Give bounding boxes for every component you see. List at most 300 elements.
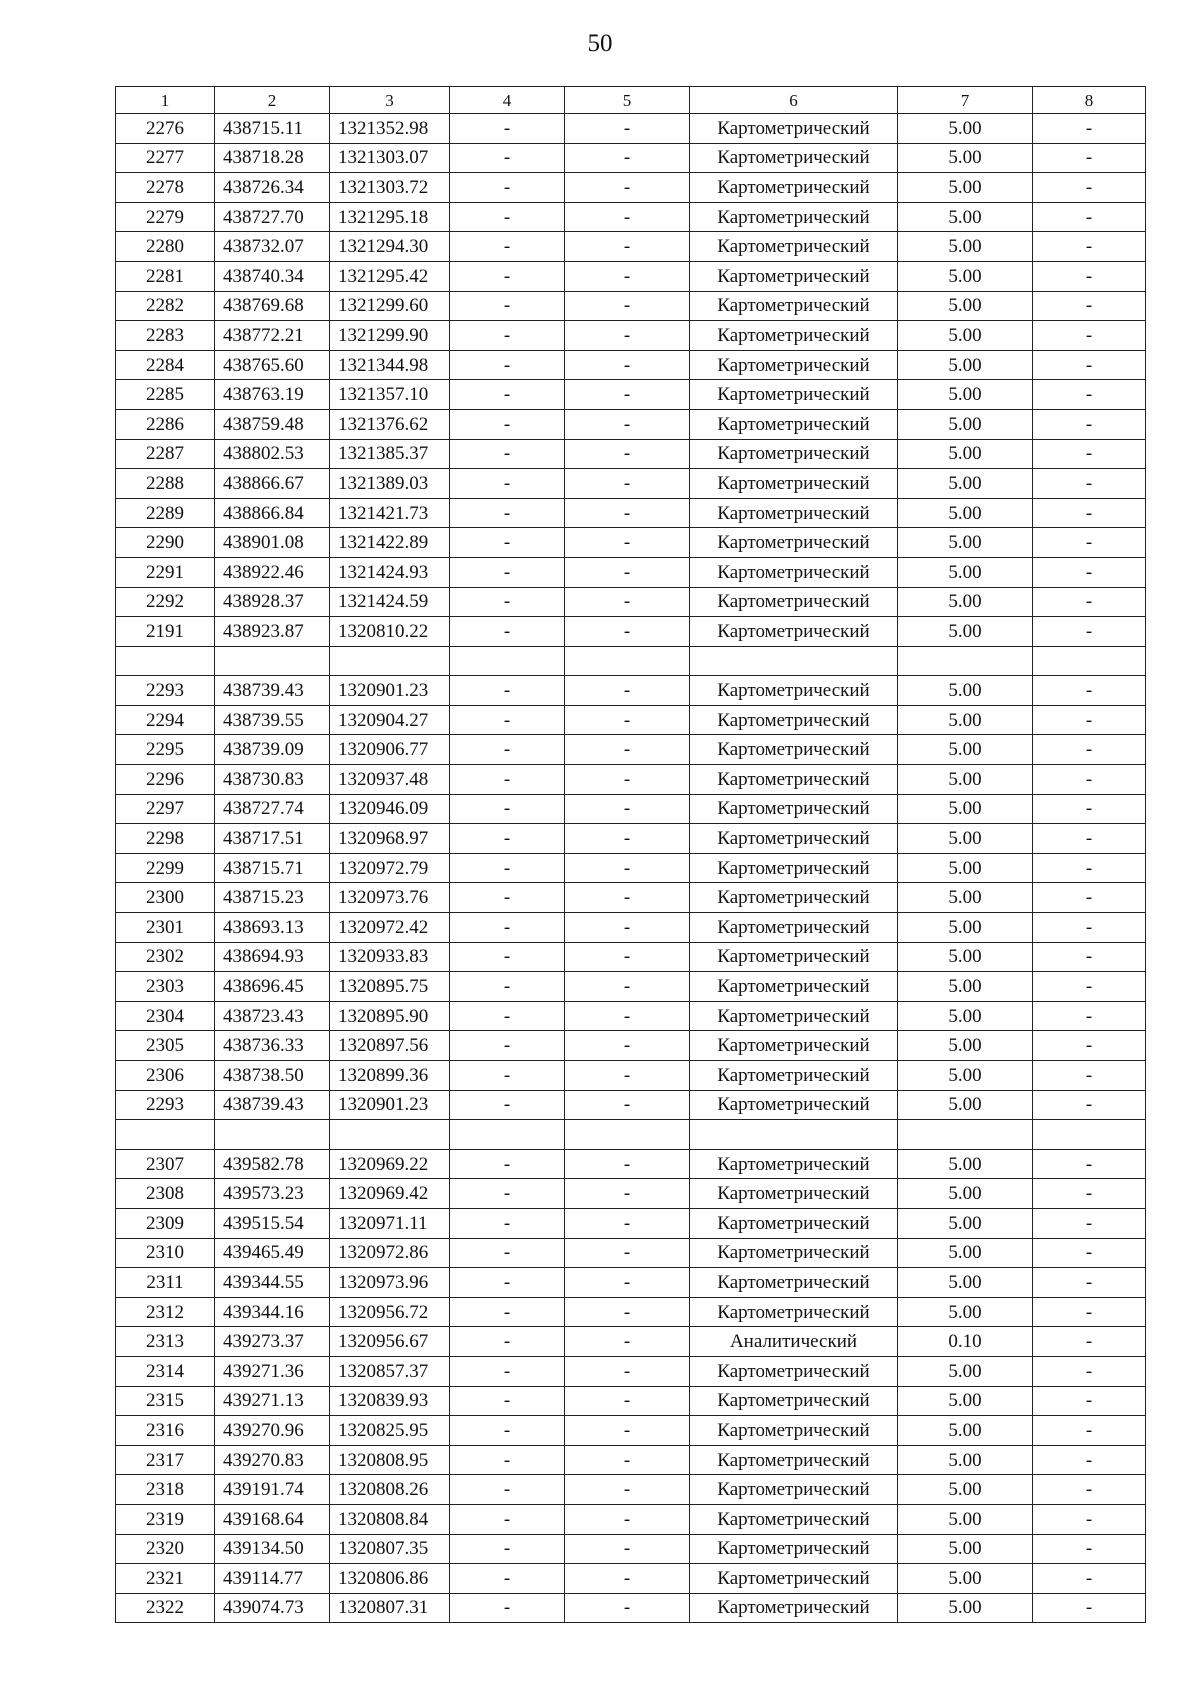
column-8-cell bbox=[1033, 646, 1146, 676]
column-4-cell: - bbox=[450, 1031, 565, 1061]
column-8-cell: - bbox=[1033, 528, 1146, 558]
table-header bbox=[116, 87, 1146, 114]
accuracy-cell: 5.00 bbox=[898, 202, 1033, 232]
column-4-cell: - bbox=[450, 1504, 565, 1534]
column-5-cell: - bbox=[565, 173, 690, 203]
x-coordinate-cell: 438726.34 bbox=[215, 173, 330, 203]
table-row bbox=[116, 617, 1146, 647]
y-coordinate-cell: 1320956.72 bbox=[330, 1297, 450, 1327]
table-row bbox=[116, 321, 1146, 351]
method-cell: Картометрический bbox=[690, 114, 898, 144]
method-cell: Картометрический bbox=[690, 1268, 898, 1298]
method-cell: Картометрический bbox=[690, 587, 898, 617]
column-4-cell bbox=[450, 646, 565, 676]
column-8-cell: - bbox=[1033, 1179, 1146, 1209]
y-coordinate-cell: 1320969.42 bbox=[330, 1179, 450, 1209]
x-coordinate-cell: 438769.68 bbox=[215, 291, 330, 321]
column-5-cell: - bbox=[565, 883, 690, 913]
table-row bbox=[116, 1149, 1146, 1179]
x-coordinate-cell: 438759.48 bbox=[215, 409, 330, 439]
column-4-cell: - bbox=[450, 143, 565, 173]
column-8-cell: - bbox=[1033, 143, 1146, 173]
point-number-cell: 2314 bbox=[116, 1356, 215, 1386]
method-cell: Картометрический bbox=[690, 1297, 898, 1327]
point-number-cell: 2293 bbox=[116, 676, 215, 706]
column-8-cell: - bbox=[1033, 1475, 1146, 1505]
column-8-cell: - bbox=[1033, 676, 1146, 706]
y-coordinate-cell: 1320972.79 bbox=[330, 853, 450, 883]
x-coordinate-cell: 438715.71 bbox=[215, 853, 330, 883]
column-8-cell: - bbox=[1033, 380, 1146, 410]
column-5-cell: - bbox=[565, 1001, 690, 1031]
method-cell: Картометрический bbox=[690, 1356, 898, 1386]
column-4-cell: - bbox=[450, 528, 565, 558]
column-5-cell: - bbox=[565, 1386, 690, 1416]
y-coordinate-cell: 1320810.22 bbox=[330, 617, 450, 647]
column-4-cell: - bbox=[450, 1593, 565, 1623]
method-cell: Картометрический bbox=[690, 735, 898, 765]
column-5-cell: - bbox=[565, 291, 690, 321]
x-coordinate-cell: 439271.13 bbox=[215, 1386, 330, 1416]
x-coordinate-cell: 439168.64 bbox=[215, 1504, 330, 1534]
column-5-cell: - bbox=[565, 942, 690, 972]
column-5-cell: - bbox=[565, 1208, 690, 1238]
point-number-cell: 2310 bbox=[116, 1238, 215, 1268]
table-row bbox=[116, 498, 1146, 528]
y-coordinate-cell: 1321385.37 bbox=[330, 439, 450, 469]
column-5-cell: - bbox=[565, 1445, 690, 1475]
y-coordinate-cell: 1320897.56 bbox=[330, 1031, 450, 1061]
point-number-cell: 2316 bbox=[116, 1416, 215, 1446]
accuracy-cell: 5.00 bbox=[898, 735, 1033, 765]
column-header: 5 bbox=[565, 87, 690, 114]
point-number-cell: 2290 bbox=[116, 528, 215, 558]
x-coordinate-cell: 439134.50 bbox=[215, 1534, 330, 1564]
x-coordinate-cell: 438740.34 bbox=[215, 261, 330, 291]
table-row bbox=[116, 1504, 1146, 1534]
y-coordinate-cell: 1321344.98 bbox=[330, 350, 450, 380]
y-coordinate-cell: 1321303.72 bbox=[330, 173, 450, 203]
column-8-cell: - bbox=[1033, 705, 1146, 735]
x-coordinate-cell: 438723.43 bbox=[215, 1001, 330, 1031]
point-number-cell: 2294 bbox=[116, 705, 215, 735]
accuracy-cell: 5.00 bbox=[898, 1386, 1033, 1416]
point-number-cell: 2299 bbox=[116, 853, 215, 883]
column-4-cell: - bbox=[450, 705, 565, 735]
table-row bbox=[116, 587, 1146, 617]
table-row bbox=[116, 114, 1146, 144]
x-coordinate-cell: 439465.49 bbox=[215, 1238, 330, 1268]
accuracy-cell: 5.00 bbox=[898, 705, 1033, 735]
y-coordinate-cell: 1320933.83 bbox=[330, 942, 450, 972]
y-coordinate-cell: 1321294.30 bbox=[330, 232, 450, 262]
point-number-cell bbox=[116, 1120, 215, 1150]
x-coordinate-cell: 439270.83 bbox=[215, 1445, 330, 1475]
column-4-cell: - bbox=[450, 498, 565, 528]
column-5-cell: - bbox=[565, 439, 690, 469]
point-number-cell: 2306 bbox=[116, 1061, 215, 1091]
page-number: 50 bbox=[587, 30, 613, 57]
accuracy-cell: 5.00 bbox=[898, 143, 1033, 173]
column-8-cell: - bbox=[1033, 1504, 1146, 1534]
table-row bbox=[116, 883, 1146, 913]
x-coordinate-cell bbox=[215, 646, 330, 676]
column-8-cell: - bbox=[1033, 1386, 1146, 1416]
accuracy-cell: 5.00 bbox=[898, 617, 1033, 647]
table-row bbox=[116, 409, 1146, 439]
point-number-cell: 2309 bbox=[116, 1208, 215, 1238]
point-number-cell: 2297 bbox=[116, 794, 215, 824]
column-8-cell: - bbox=[1033, 587, 1146, 617]
method-cell: Картометрический bbox=[690, 1238, 898, 1268]
column-4-cell: - bbox=[450, 232, 565, 262]
x-coordinate-cell: 438923.87 bbox=[215, 617, 330, 647]
column-8-cell: - bbox=[1033, 1593, 1146, 1623]
x-coordinate-cell: 438693.13 bbox=[215, 913, 330, 943]
column-8-cell: - bbox=[1033, 1416, 1146, 1446]
y-coordinate-cell: 1320807.31 bbox=[330, 1593, 450, 1623]
accuracy-cell: 5.00 bbox=[898, 1297, 1033, 1327]
method-cell: Картометрический bbox=[690, 883, 898, 913]
column-5-cell: - bbox=[565, 1149, 690, 1179]
column-4-cell: - bbox=[450, 1445, 565, 1475]
method-cell: Картометрический bbox=[690, 824, 898, 854]
y-coordinate-cell: 1321352.98 bbox=[330, 114, 450, 144]
x-coordinate-cell: 438717.51 bbox=[215, 824, 330, 854]
column-4-cell: - bbox=[450, 1534, 565, 1564]
column-5-cell bbox=[565, 646, 690, 676]
accuracy-cell: 5.00 bbox=[898, 350, 1033, 380]
accuracy-cell: 5.00 bbox=[898, 794, 1033, 824]
method-cell: Картометрический bbox=[690, 1386, 898, 1416]
column-4-cell: - bbox=[450, 735, 565, 765]
method-cell: Картометрический bbox=[690, 942, 898, 972]
y-coordinate-cell: 1321424.59 bbox=[330, 587, 450, 617]
column-5-cell: - bbox=[565, 853, 690, 883]
column-5-cell: - bbox=[565, 1475, 690, 1505]
y-coordinate-cell: 1320901.23 bbox=[330, 1090, 450, 1120]
column-8-cell: - bbox=[1033, 1297, 1146, 1327]
point-number-cell: 2280 bbox=[116, 232, 215, 262]
column-4-cell: - bbox=[450, 291, 565, 321]
x-coordinate-cell: 439582.78 bbox=[215, 1149, 330, 1179]
x-coordinate-cell: 438739.43 bbox=[215, 676, 330, 706]
point-number-cell: 2298 bbox=[116, 824, 215, 854]
accuracy-cell: 5.00 bbox=[898, 173, 1033, 203]
point-number-cell: 2312 bbox=[116, 1297, 215, 1327]
column-8-cell: - bbox=[1033, 498, 1146, 528]
accuracy-cell: 5.00 bbox=[898, 439, 1033, 469]
y-coordinate-cell: 1321295.18 bbox=[330, 202, 450, 232]
method-cell: Картометрический bbox=[690, 202, 898, 232]
y-coordinate-cell: 1320901.23 bbox=[330, 676, 450, 706]
column-4-cell: - bbox=[450, 202, 565, 232]
column-4-cell: - bbox=[450, 1475, 565, 1505]
column-4-cell: - bbox=[450, 1061, 565, 1091]
column-5-cell: - bbox=[565, 1327, 690, 1357]
y-coordinate-cell: 1320806.86 bbox=[330, 1564, 450, 1594]
point-number-cell: 2296 bbox=[116, 765, 215, 795]
column-4-cell: - bbox=[450, 913, 565, 943]
accuracy-cell: 5.00 bbox=[898, 114, 1033, 144]
method-cell: Картометрический bbox=[690, 1149, 898, 1179]
table-row bbox=[116, 1356, 1146, 1386]
column-8-cell: - bbox=[1033, 1208, 1146, 1238]
y-coordinate-cell: 1321424.93 bbox=[330, 557, 450, 587]
table-row bbox=[116, 972, 1146, 1002]
column-header: 8 bbox=[1033, 87, 1146, 114]
table-row bbox=[116, 143, 1146, 173]
y-coordinate-cell: 1320956.67 bbox=[330, 1327, 450, 1357]
accuracy-cell: 5.00 bbox=[898, 321, 1033, 351]
accuracy-cell: 5.00 bbox=[898, 824, 1033, 854]
column-4-cell: - bbox=[450, 1149, 565, 1179]
method-cell: Картометрический bbox=[690, 321, 898, 351]
column-5-cell: - bbox=[565, 261, 690, 291]
coordinates-table bbox=[115, 86, 1146, 1623]
column-4-cell: - bbox=[450, 883, 565, 913]
column-5-cell: - bbox=[565, 232, 690, 262]
accuracy-cell: 5.00 bbox=[898, 1445, 1033, 1475]
column-4-cell: - bbox=[450, 942, 565, 972]
column-5-cell: - bbox=[565, 321, 690, 351]
y-coordinate-cell: 1321376.62 bbox=[330, 409, 450, 439]
y-coordinate-cell: 1321421.73 bbox=[330, 498, 450, 528]
y-coordinate-cell: 1320825.95 bbox=[330, 1416, 450, 1446]
column-5-cell: - bbox=[565, 1061, 690, 1091]
y-coordinate-cell: 1321389.03 bbox=[330, 469, 450, 499]
table-row bbox=[116, 705, 1146, 735]
x-coordinate-cell: 438727.70 bbox=[215, 202, 330, 232]
point-number-cell: 2286 bbox=[116, 409, 215, 439]
y-coordinate-cell: 1320971.11 bbox=[330, 1208, 450, 1238]
y-coordinate-cell: 1320807.35 bbox=[330, 1534, 450, 1564]
table-row bbox=[116, 1416, 1146, 1446]
y-coordinate-cell: 1320895.75 bbox=[330, 972, 450, 1002]
column-header: 6 bbox=[690, 87, 898, 114]
table-row bbox=[116, 1297, 1146, 1327]
column-5-cell: - bbox=[565, 587, 690, 617]
method-cell: Картометрический bbox=[690, 1504, 898, 1534]
column-4-cell: - bbox=[450, 1297, 565, 1327]
point-number-cell: 2276 bbox=[116, 114, 215, 144]
point-number-cell: 2279 bbox=[116, 202, 215, 232]
column-5-cell: - bbox=[565, 617, 690, 647]
table-row bbox=[116, 765, 1146, 795]
accuracy-cell: 5.00 bbox=[898, 972, 1033, 1002]
table-row bbox=[116, 735, 1146, 765]
accuracy-cell: 5.00 bbox=[898, 528, 1033, 558]
method-cell: Картометрический bbox=[690, 1593, 898, 1623]
y-coordinate-cell: 1320972.86 bbox=[330, 1238, 450, 1268]
accuracy-cell: 5.00 bbox=[898, 942, 1033, 972]
point-number-cell: 2305 bbox=[116, 1031, 215, 1061]
column-4-cell: - bbox=[450, 1386, 565, 1416]
accuracy-cell: 5.00 bbox=[898, 469, 1033, 499]
table-row bbox=[116, 291, 1146, 321]
point-number-cell: 2302 bbox=[116, 942, 215, 972]
method-cell: Картометрический bbox=[690, 1001, 898, 1031]
column-8-cell: - bbox=[1033, 765, 1146, 795]
accuracy-cell: 5.00 bbox=[898, 1534, 1033, 1564]
x-coordinate-cell: 438715.11 bbox=[215, 114, 330, 144]
accuracy-cell: 5.00 bbox=[898, 409, 1033, 439]
column-4-cell: - bbox=[450, 1564, 565, 1594]
table-row bbox=[116, 1031, 1146, 1061]
table-body bbox=[116, 114, 1146, 1623]
method-cell: Картометрический bbox=[690, 557, 898, 587]
column-5-cell: - bbox=[565, 1238, 690, 1268]
column-8-cell: - bbox=[1033, 1268, 1146, 1298]
x-coordinate-cell: 438739.43 bbox=[215, 1090, 330, 1120]
column-5-cell: - bbox=[565, 705, 690, 735]
point-number-cell: 2308 bbox=[116, 1179, 215, 1209]
column-5-cell: - bbox=[565, 676, 690, 706]
point-number-cell bbox=[116, 646, 215, 676]
column-5-cell: - bbox=[565, 350, 690, 380]
column-4-cell: - bbox=[450, 824, 565, 854]
point-number-cell: 2295 bbox=[116, 735, 215, 765]
method-cell: Картометрический bbox=[690, 913, 898, 943]
table-row bbox=[116, 557, 1146, 587]
header-row bbox=[116, 87, 1146, 114]
accuracy-cell: 5.00 bbox=[898, 1475, 1033, 1505]
method-cell: Картометрический bbox=[690, 617, 898, 647]
x-coordinate-cell: 438866.84 bbox=[215, 498, 330, 528]
table-row bbox=[116, 824, 1146, 854]
column-4-cell: - bbox=[450, 439, 565, 469]
x-coordinate-cell: 438732.07 bbox=[215, 232, 330, 262]
column-5-cell bbox=[565, 1120, 690, 1150]
column-header: 4 bbox=[450, 87, 565, 114]
point-number-cell: 2291 bbox=[116, 557, 215, 587]
column-5-cell: - bbox=[565, 409, 690, 439]
table-row bbox=[116, 1534, 1146, 1564]
accuracy-cell: 5.00 bbox=[898, 883, 1033, 913]
column-8-cell: - bbox=[1033, 735, 1146, 765]
x-coordinate-cell: 439271.36 bbox=[215, 1356, 330, 1386]
table-row bbox=[116, 1061, 1146, 1091]
column-header: 2 bbox=[215, 87, 330, 114]
column-4-cell: - bbox=[450, 794, 565, 824]
method-cell: Картометрический bbox=[690, 1031, 898, 1061]
method-cell: Картометрический bbox=[690, 528, 898, 558]
x-coordinate-cell: 439273.37 bbox=[215, 1327, 330, 1357]
column-4-cell: - bbox=[450, 380, 565, 410]
y-coordinate-cell: 1320839.93 bbox=[330, 1386, 450, 1416]
column-8-cell: - bbox=[1033, 409, 1146, 439]
column-8-cell: - bbox=[1033, 114, 1146, 144]
table-row bbox=[116, 261, 1146, 291]
method-cell: Картометрический bbox=[690, 972, 898, 1002]
method-cell: Картометрический bbox=[690, 1061, 898, 1091]
point-number-cell: 2278 bbox=[116, 173, 215, 203]
column-5-cell: - bbox=[565, 1179, 690, 1209]
column-8-cell: - bbox=[1033, 1149, 1146, 1179]
x-coordinate-cell: 438718.28 bbox=[215, 143, 330, 173]
column-4-cell: - bbox=[450, 114, 565, 144]
table-row bbox=[116, 439, 1146, 469]
column-8-cell: - bbox=[1033, 202, 1146, 232]
accuracy-cell: 5.00 bbox=[898, 1356, 1033, 1386]
y-coordinate-cell: 1321357.10 bbox=[330, 380, 450, 410]
x-coordinate-cell bbox=[215, 1120, 330, 1150]
y-coordinate-cell: 1320895.90 bbox=[330, 1001, 450, 1031]
y-coordinate-cell: 1320899.36 bbox=[330, 1061, 450, 1091]
point-number-cell: 2283 bbox=[116, 321, 215, 351]
column-5-cell: - bbox=[565, 1416, 690, 1446]
y-coordinate-cell: 1321295.42 bbox=[330, 261, 450, 291]
y-coordinate-cell: 1320937.48 bbox=[330, 765, 450, 795]
column-5-cell: - bbox=[565, 765, 690, 795]
separator-row bbox=[116, 646, 1146, 676]
column-4-cell bbox=[450, 1120, 565, 1150]
accuracy-cell: 5.00 bbox=[898, 1238, 1033, 1268]
column-5-cell: - bbox=[565, 794, 690, 824]
column-4-cell: - bbox=[450, 1001, 565, 1031]
column-4-cell: - bbox=[450, 1090, 565, 1120]
method-cell: Картометрический bbox=[690, 439, 898, 469]
table-row bbox=[116, 469, 1146, 499]
column-5-cell: - bbox=[565, 972, 690, 1002]
column-4-cell: - bbox=[450, 321, 565, 351]
point-number-cell: 2304 bbox=[116, 1001, 215, 1031]
method-cell: Картометрический bbox=[690, 380, 898, 410]
method-cell: Картометрический bbox=[690, 1208, 898, 1238]
accuracy-cell: 5.00 bbox=[898, 1504, 1033, 1534]
x-coordinate-cell: 438739.09 bbox=[215, 735, 330, 765]
column-4-cell: - bbox=[450, 409, 565, 439]
y-coordinate-cell: 1320808.84 bbox=[330, 1504, 450, 1534]
table-row bbox=[116, 1593, 1146, 1623]
accuracy-cell: 5.00 bbox=[898, 1061, 1033, 1091]
method-cell: Картометрический bbox=[690, 232, 898, 262]
column-4-cell: - bbox=[450, 1238, 565, 1268]
table-row bbox=[116, 1268, 1146, 1298]
x-coordinate-cell: 438727.74 bbox=[215, 794, 330, 824]
y-coordinate-cell: 1320808.26 bbox=[330, 1475, 450, 1505]
column-4-cell: - bbox=[450, 853, 565, 883]
table-row bbox=[116, 1001, 1146, 1031]
table-row bbox=[116, 853, 1146, 883]
table-row bbox=[116, 913, 1146, 943]
point-number-cell: 2315 bbox=[116, 1386, 215, 1416]
x-coordinate-cell: 439114.77 bbox=[215, 1564, 330, 1594]
accuracy-cell: 5.00 bbox=[898, 261, 1033, 291]
table-row bbox=[116, 528, 1146, 558]
column-8-cell: - bbox=[1033, 1356, 1146, 1386]
column-8-cell: - bbox=[1033, 617, 1146, 647]
column-8-cell: - bbox=[1033, 232, 1146, 262]
y-coordinate-cell: 1321422.89 bbox=[330, 528, 450, 558]
x-coordinate-cell: 438901.08 bbox=[215, 528, 330, 558]
method-cell: Картометрический bbox=[690, 469, 898, 499]
separator-row bbox=[116, 1120, 1146, 1150]
method-cell: Картометрический bbox=[690, 261, 898, 291]
x-coordinate-cell: 439074.73 bbox=[215, 1593, 330, 1623]
accuracy-cell: 5.00 bbox=[898, 232, 1033, 262]
accuracy-cell: 5.00 bbox=[898, 853, 1033, 883]
x-coordinate-cell: 439191.74 bbox=[215, 1475, 330, 1505]
column-5-cell: - bbox=[565, 1534, 690, 1564]
accuracy-cell: 0.10 bbox=[898, 1327, 1033, 1357]
column-8-cell: - bbox=[1033, 350, 1146, 380]
column-5-cell: - bbox=[565, 1031, 690, 1061]
point-number-cell: 2289 bbox=[116, 498, 215, 528]
column-8-cell: - bbox=[1033, 1031, 1146, 1061]
method-cell: Картометрический bbox=[690, 498, 898, 528]
x-coordinate-cell: 438765.60 bbox=[215, 350, 330, 380]
